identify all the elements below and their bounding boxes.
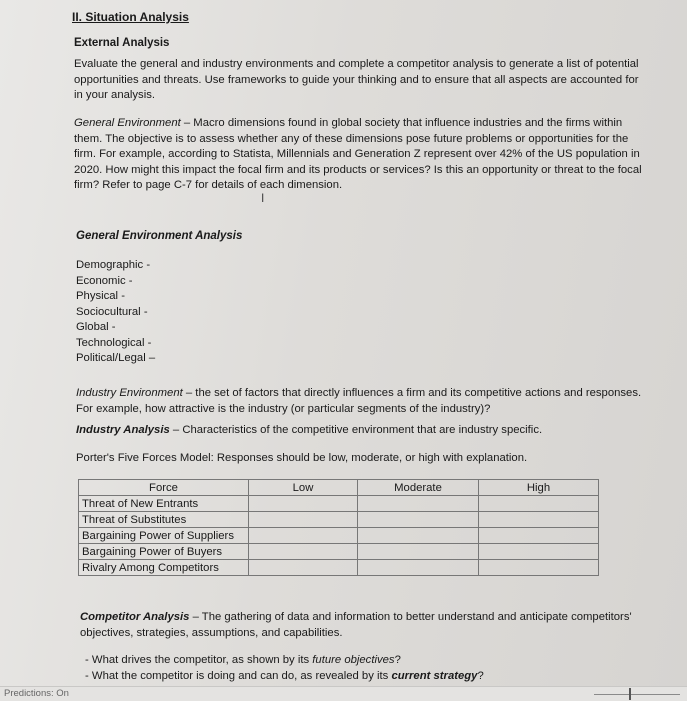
table-header-high: High [479, 480, 599, 496]
high-cell[interactable] [479, 496, 599, 512]
industry-analysis-lead: Industry Analysis [76, 424, 170, 436]
moderate-cell[interactable] [358, 528, 479, 544]
high-cell[interactable] [479, 512, 599, 528]
table-row [79, 560, 599, 576]
general-environment-paragraph [74, 116, 642, 194]
table-row [79, 496, 599, 512]
bullet-text: - What the competitor is doing and can do, as revealed by its [85, 669, 392, 682]
dimension-list [76, 258, 155, 367]
bullet-text: ? [477, 669, 484, 682]
bullet-text: - What drives the competitor, as shown by its [85, 654, 313, 666]
competitor-bullets [85, 653, 484, 684]
industry-analysis-body: – Characteristics of the competitive environment that are industry specific. [169, 424, 543, 436]
industry-analysis-paragraph [76, 423, 644, 439]
competitor-analysis-body: – The gathering of data and information to better understand and anticipate competitors' objectives, strategies, assumptions, and capabilities. [80, 611, 632, 639]
dimension-item: Demographic - [76, 259, 151, 271]
dimension-item: Sociocultural - [76, 305, 148, 318]
moderate-cell[interactable] [358, 512, 479, 528]
table-row [79, 544, 599, 560]
industry-environment-paragraph [76, 386, 644, 417]
bullet-emphasis: future objectives [312, 654, 395, 666]
general-environment-body: – Macro dimensions found in global society that influence industries and the firms within them. The objective is to assess whether any of these dimensions pose future problems or opportunities for the firm. For example, according to Statista, Millennials and Generation Z represent over 42% of the US population in 2020. How might this impact the focal firm and its products or services? Is this an opportunity or threat to the focal firm? Refer to page C-7 for details of each dimension. [74, 117, 642, 191]
low-cell[interactable] [249, 560, 358, 576]
table-header-force: Force [79, 480, 249, 496]
force-name: Threat of New Entrants [79, 496, 249, 512]
moderate-cell[interactable] [358, 496, 479, 512]
porter-instructions: Porter's Five Forces Model: Responses should be low, moderate, or high with explanation. [76, 452, 528, 464]
competitor-analysis-paragraph [80, 610, 648, 641]
dimension-item: Global - [76, 321, 116, 333]
table-row [79, 512, 599, 528]
bullet-text: ? [394, 654, 401, 666]
external-analysis-heading: External Analysis [74, 37, 170, 49]
industry-environment-lead: Industry Environment [76, 387, 183, 399]
table-header-moderate: Moderate [358, 480, 479, 496]
industry-environment-body: – the set of factors that directly influences a firm and its competitive actions and responses. For example, how attractive is the industry (or particular segments of the industry)? [76, 387, 642, 415]
text-cursor-icon: I [261, 191, 265, 205]
dimension-item: Economic - [76, 274, 133, 287]
general-environment-analysis-heading: General Environment Analysis [76, 230, 243, 242]
section-heading: II. Situation Analysis [72, 10, 189, 24]
zoom-slider-handle[interactable] [629, 688, 631, 700]
competitor-analysis-lead: Competitor Analysis [80, 611, 190, 623]
force-name: Bargaining Power of Buyers [79, 544, 249, 560]
zoom-slider-track[interactable] [594, 694, 680, 695]
list-item [85, 653, 484, 669]
table-header-row [79, 480, 599, 496]
low-cell[interactable] [249, 496, 358, 512]
bullet-emphasis: current strategy [391, 669, 478, 682]
force-name: Threat of Substitutes [79, 512, 249, 528]
low-cell[interactable] [249, 512, 358, 528]
dimension-item: Physical - [76, 290, 125, 302]
high-cell[interactable] [479, 528, 599, 544]
five-forces-table [78, 479, 599, 576]
predictions-status[interactable]: Predictions: On [4, 688, 69, 699]
dimension-item: Technological - [76, 336, 152, 349]
moderate-cell[interactable] [358, 560, 479, 576]
general-environment-lead: General Environment [74, 117, 181, 129]
moderate-cell[interactable] [358, 544, 479, 560]
high-cell[interactable] [479, 544, 599, 560]
force-name: Bargaining Power of Suppliers [79, 528, 249, 544]
status-bar [0, 686, 687, 701]
list-item [85, 669, 484, 685]
force-name: Rivalry Among Competitors [79, 560, 249, 576]
low-cell[interactable] [249, 528, 358, 544]
high-cell[interactable] [479, 560, 599, 576]
dimension-item: Political/Legal – [76, 352, 156, 364]
table-row [79, 528, 599, 544]
table-header-low: Low [249, 480, 358, 496]
intro-paragraph: Evaluate the general and industry environments and complete a competitor analysis to generate a list of potential opportunities and threats. Use frameworks to guide your thinking and to ensure that all aspects are accounted for in your analysis. [74, 58, 639, 101]
low-cell[interactable] [249, 544, 358, 560]
